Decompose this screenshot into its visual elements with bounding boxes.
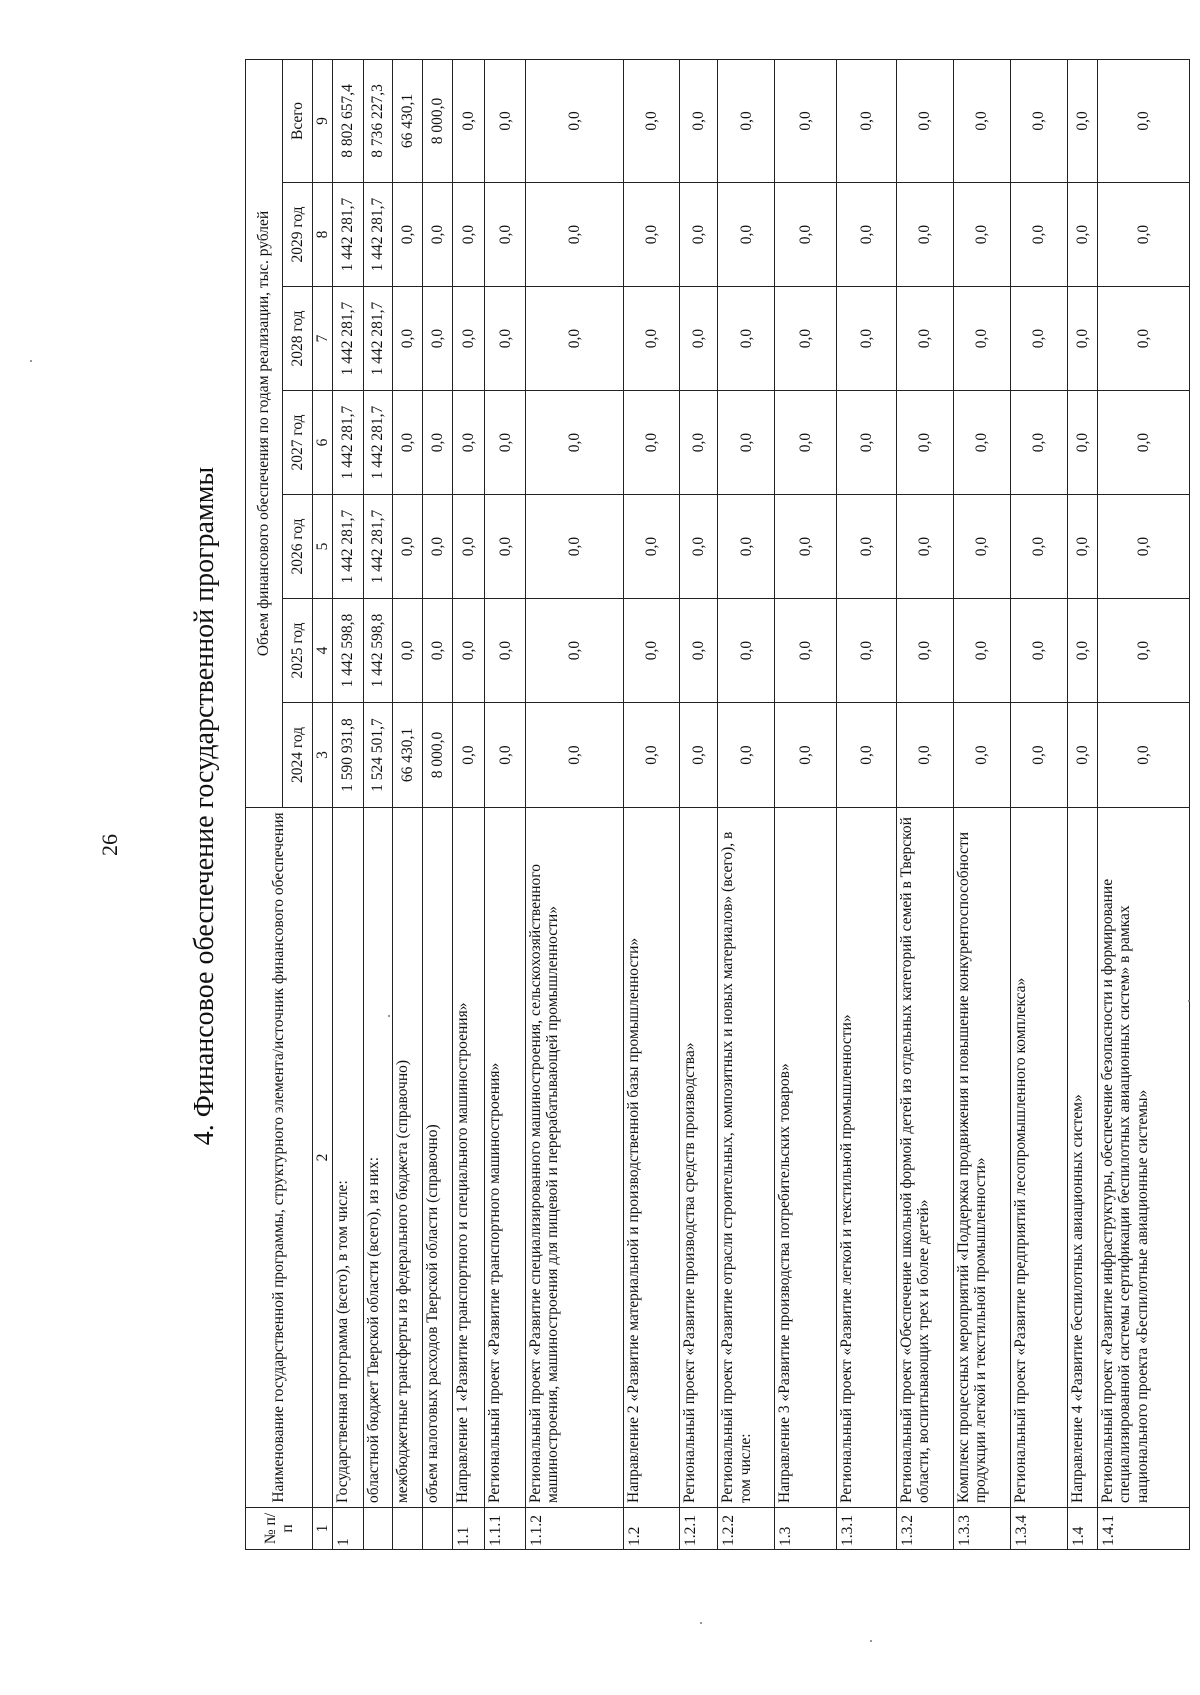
year-value-cell: 0,0 [953, 495, 1010, 599]
section-title: 4. Финансовое обеспечение государственной программы [189, 466, 220, 1146]
year-value-cell: 0,0 [1010, 495, 1067, 599]
year-value-cell: 1 442 281,7 [333, 391, 363, 495]
year-value-cell: 0,0 [680, 287, 718, 391]
table-row [1067, 59, 1097, 1549]
year-value-cell: 0,0 [393, 287, 423, 391]
year-value-cell: 0,0 [1097, 703, 1189, 808]
year-value-cell: 0,0 [1067, 703, 1097, 808]
year-value-cell: 1 442 598,8 [363, 599, 393, 703]
row-name: Направление 2 «Развитие материальной и производственной базы промышленности» [623, 808, 680, 1508]
total-cell: 0,0 [775, 59, 837, 182]
column-number: 2 [313, 808, 333, 1508]
row-name: Региональный проект «Развитие транспортного машиностроения» [485, 808, 526, 1508]
year-value-cell: 0,0 [623, 495, 680, 599]
year-value-cell: 66 430,1 [393, 703, 423, 808]
year-value-cell: 0,0 [623, 287, 680, 391]
total-cell: 0,0 [837, 59, 897, 182]
table-row [896, 59, 953, 1549]
year-value-cell: 0,0 [485, 287, 526, 391]
header-num: № п/п [246, 1508, 313, 1550]
row-name: Региональный проект «Развитие предприятий лесопромышленного комплекса» [1010, 808, 1067, 1508]
row-name: Региональный проект «Развитие легкой и текстильной промышленности» [837, 808, 897, 1508]
row-number: 1.3.3 [953, 1508, 1010, 1550]
year-value-cell: 0,0 [1067, 599, 1097, 703]
header-year: 2026 год [283, 495, 313, 599]
row-name: Региональный проект «Обеспечение школьной формой детей из отдельных категорий семей в Тверской области, воспитывающих трех и более детей» [896, 808, 953, 1508]
column-number: 5 [313, 495, 333, 599]
year-value-cell: 0,0 [423, 287, 453, 391]
row-name: Региональный проект «Развитие специализированного машиностроения, сельскохозяйственного машиностроения, машиностроения для пищевой и перерабатывающей промышленности» [526, 808, 623, 1508]
table-row [775, 59, 837, 1549]
column-number: 3 [313, 703, 333, 808]
header-volume: Объем финансового обеспечения по годам реализации, тыс. рублей [246, 59, 283, 807]
scan-speck [700, 1622, 702, 1624]
year-value-cell: 0,0 [896, 703, 953, 808]
total-cell: 0,0 [680, 59, 718, 182]
header-year: 2028 год [283, 287, 313, 391]
scan-speck [870, 1640, 872, 1642]
table-row [680, 59, 718, 1549]
year-value-cell: 0,0 [485, 599, 526, 703]
year-value-cell: 0,0 [775, 183, 837, 287]
row-number: 1.2.1 [680, 1508, 718, 1550]
year-value-cell: 0,0 [452, 287, 484, 391]
row-name: объем налоговых расходов Тверской области (справочно) [423, 808, 453, 1508]
year-value-cell: 0,0 [1097, 391, 1189, 495]
row-name: Направление 3 «Развитие производства потребительских товаров» [775, 808, 837, 1508]
table-row [526, 59, 623, 1549]
header-total: Всего [283, 59, 313, 182]
year-value-cell: 0,0 [718, 703, 775, 808]
year-value-cell: 0,0 [1067, 495, 1097, 599]
header-year: 2029 год [283, 183, 313, 287]
row-name: Региональный проект «Развитие отрасли строительных, композитных и новых материалов» (всего), в том числе: [718, 808, 775, 1508]
year-value-cell: 0,0 [775, 703, 837, 808]
year-value-cell: 0,0 [623, 183, 680, 287]
year-value-cell: 0,0 [1097, 599, 1189, 703]
year-value-cell: 0,0 [452, 703, 484, 808]
header-year: 2024 год [283, 703, 313, 808]
row-name: Комплекс процессных мероприятий «Поддержка продвижения и повышение конкурентоспособности продукции легкой и текстильной промышленности» [953, 808, 1010, 1508]
row-number: 1.1 [452, 1508, 484, 1550]
year-value-cell: 0,0 [1010, 391, 1067, 495]
column-number: 9 [313, 59, 333, 182]
total-cell: 8 000,0 [423, 59, 453, 182]
year-value-cell: 0,0 [485, 703, 526, 808]
year-value-cell: 1 524 501,7 [363, 703, 393, 808]
column-number: 1 [313, 1508, 333, 1550]
row-name: Государственная программа (всего), в том числе: [333, 808, 363, 1508]
column-number: 7 [313, 287, 333, 391]
column-number: 8 [313, 183, 333, 287]
row-number: 1.1.2 [526, 1508, 623, 1550]
page-number: 26 [97, 834, 122, 856]
year-value-cell: 0,0 [485, 391, 526, 495]
year-value-cell: 0,0 [680, 599, 718, 703]
year-value-cell: 1 442 281,7 [333, 287, 363, 391]
finance-table-container [245, 60, 1190, 1550]
scan-speck [30, 360, 32, 362]
row-number: 1.3 [775, 1508, 837, 1550]
table-row [837, 59, 897, 1549]
year-value-cell: 0,0 [526, 599, 623, 703]
total-cell: 0,0 [1010, 59, 1067, 182]
year-value-cell: 0,0 [485, 183, 526, 287]
year-value-cell: 0,0 [1010, 599, 1067, 703]
header-name: Наименование государственной программы, структурного элемента/источник финансового обеспечения [246, 808, 313, 1508]
total-cell: 0,0 [953, 59, 1010, 182]
total-cell: 8 736 227,3 [363, 59, 393, 182]
year-value-cell: 1 442 281,7 [363, 391, 393, 495]
year-value-cell: 0,0 [896, 287, 953, 391]
year-value-cell: 0,0 [452, 183, 484, 287]
row-number [393, 1508, 423, 1550]
year-value-cell: 0,0 [526, 391, 623, 495]
year-value-cell: 1 590 931,8 [333, 703, 363, 808]
scan-speck [1188, 1000, 1190, 1002]
year-value-cell: 0,0 [526, 183, 623, 287]
year-value-cell: 0,0 [896, 183, 953, 287]
year-value-cell: 0,0 [423, 495, 453, 599]
year-value-cell: 0,0 [718, 391, 775, 495]
total-cell: 0,0 [896, 59, 953, 182]
row-number: 1.2 [623, 1508, 680, 1550]
year-value-cell: 1 442 281,7 [363, 287, 393, 391]
year-value-cell: 1 442 281,7 [333, 183, 363, 287]
year-value-cell: 0,0 [837, 287, 897, 391]
year-value-cell: 0,0 [1010, 183, 1067, 287]
year-value-cell: 0,0 [623, 703, 680, 808]
row-number: 1.4.1 [1097, 1508, 1189, 1550]
year-value-cell: 0,0 [718, 495, 775, 599]
year-value-cell: 0,0 [526, 495, 623, 599]
year-value-cell: 0,0 [452, 495, 484, 599]
row-name: межбюджетные трансферты из федерального бюджета (справочно) [393, 808, 423, 1508]
year-value-cell: 0,0 [623, 599, 680, 703]
total-cell: 0,0 [1067, 59, 1097, 182]
year-value-cell: 0,0 [393, 495, 423, 599]
row-name: Направление 4 «Развитие беспилотных авиационных систем» [1067, 808, 1097, 1508]
year-value-cell: 0,0 [452, 599, 484, 703]
table-row [423, 59, 453, 1549]
row-number: 1.4 [1067, 1508, 1097, 1550]
year-value-cell: 0,0 [896, 599, 953, 703]
year-value-cell: 0,0 [452, 391, 484, 495]
total-cell: 66 430,1 [393, 59, 423, 182]
year-value-cell: 0,0 [393, 183, 423, 287]
table-row [485, 59, 526, 1549]
year-value-cell: 0,0 [393, 599, 423, 703]
year-value-cell: 0,0 [1067, 391, 1097, 495]
year-value-cell: 0,0 [1010, 287, 1067, 391]
table-row [452, 59, 484, 1549]
table-row [1010, 59, 1067, 1549]
table-body [333, 59, 1190, 1549]
year-value-cell: 0,0 [775, 495, 837, 599]
year-value-cell: 0,0 [837, 599, 897, 703]
header-year: 2027 год [283, 391, 313, 495]
year-value-cell: 0,0 [680, 495, 718, 599]
table-row [1097, 59, 1189, 1549]
row-name: Направление 1 «Развитие транспортного и специального машиностроения» [452, 808, 484, 1508]
year-value-cell: 0,0 [423, 599, 453, 703]
year-value-cell: 0,0 [837, 391, 897, 495]
year-value-cell: 0,0 [1097, 183, 1189, 287]
year-value-cell: 0,0 [680, 183, 718, 287]
year-value-cell: 1 442 281,7 [363, 495, 393, 599]
year-value-cell: 0,0 [718, 183, 775, 287]
row-name: Региональный проект «Развитие инфраструктуры, обеспечение безопасности и формирование специализированной системы сертификации беспилотных авиационных систем» в рамках национального проекта «Беспилотные авиационные системы» [1097, 808, 1189, 1508]
year-value-cell: 1 442 281,7 [363, 183, 393, 287]
total-cell: 0,0 [485, 59, 526, 182]
column-number: 4 [313, 599, 333, 703]
table-row [718, 59, 775, 1549]
total-cell: 0,0 [526, 59, 623, 182]
row-number [423, 1508, 453, 1550]
year-value-cell: 0,0 [953, 287, 1010, 391]
row-number: 1.3.1 [837, 1508, 897, 1550]
table-row [623, 59, 680, 1549]
table-row [333, 59, 363, 1549]
total-cell: 8 802 657,4 [333, 59, 363, 182]
year-value-cell: 0,0 [953, 703, 1010, 808]
year-value-cell: 0,0 [775, 287, 837, 391]
row-name: Региональный проект «Развитие производства средств производства» [680, 808, 718, 1508]
year-value-cell: 0,0 [775, 599, 837, 703]
table-row [953, 59, 1010, 1549]
year-value-cell: 0,0 [680, 703, 718, 808]
year-value-cell: 0,0 [837, 495, 897, 599]
year-value-cell: 0,0 [953, 183, 1010, 287]
year-value-cell: 0,0 [837, 703, 897, 808]
total-cell: 0,0 [623, 59, 680, 182]
year-value-cell: 0,0 [423, 183, 453, 287]
year-value-cell: 0,0 [526, 703, 623, 808]
year-value-cell: 0,0 [1010, 703, 1067, 808]
row-number: 1 [333, 1508, 363, 1550]
row-number: 1.3.4 [1010, 1508, 1067, 1550]
finance-table [245, 59, 1190, 1550]
total-cell: 0,0 [452, 59, 484, 182]
year-value-cell: 0,0 [953, 599, 1010, 703]
year-value-cell: 0,0 [1067, 287, 1097, 391]
year-value-cell: 0,0 [485, 495, 526, 599]
year-value-cell: 0,0 [837, 183, 897, 287]
year-value-cell: 0,0 [1097, 287, 1189, 391]
header-year: 2025 год [283, 599, 313, 703]
year-value-cell: 0,0 [1067, 183, 1097, 287]
year-value-cell: 0,0 [718, 599, 775, 703]
total-cell: 0,0 [1097, 59, 1189, 182]
row-number: 1.3.2 [896, 1508, 953, 1550]
year-value-cell: 8 000,0 [423, 703, 453, 808]
year-value-cell: 0,0 [718, 287, 775, 391]
year-value-cell: 1 442 598,8 [333, 599, 363, 703]
total-cell: 0,0 [718, 59, 775, 182]
column-number: 6 [313, 391, 333, 495]
year-value-cell: 0,0 [393, 391, 423, 495]
year-value-cell: 0,0 [896, 391, 953, 495]
row-number: 1.2.2 [718, 1508, 775, 1550]
year-value-cell: 1 442 281,7 [333, 495, 363, 599]
table-row [363, 59, 393, 1549]
year-value-cell: 0,0 [953, 391, 1010, 495]
scan-speck [388, 1015, 390, 1017]
year-value-cell: 0,0 [680, 391, 718, 495]
year-value-cell: 0,0 [623, 391, 680, 495]
year-value-cell: 0,0 [775, 391, 837, 495]
row-name: областной бюджет Тверской области (всего), из них: [363, 808, 393, 1508]
year-value-cell: 0,0 [1097, 495, 1189, 599]
row-number [363, 1508, 393, 1550]
row-number: 1.1.1 [485, 1508, 526, 1550]
year-value-cell: 0,0 [526, 287, 623, 391]
year-value-cell: 0,0 [423, 391, 453, 495]
year-value-cell: 0,0 [896, 495, 953, 599]
table-row [393, 59, 423, 1549]
